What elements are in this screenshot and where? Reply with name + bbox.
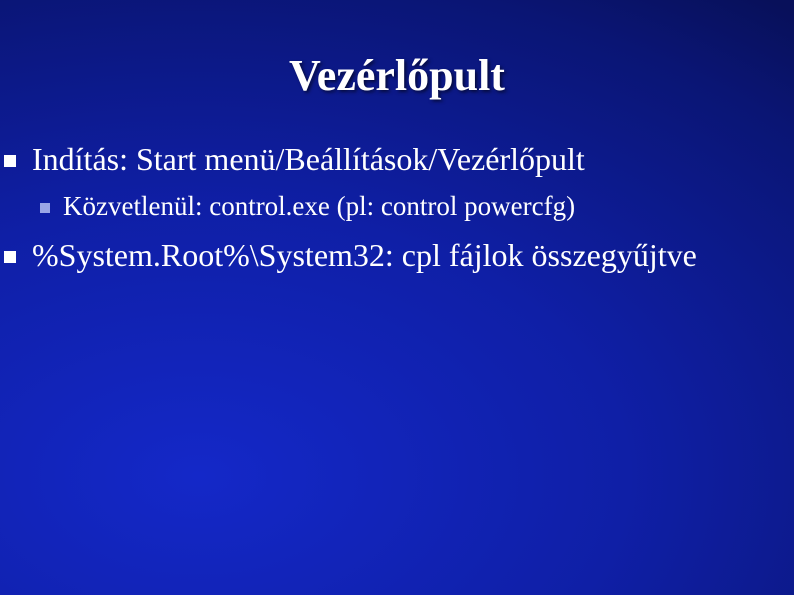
bullet-text: %System.Root%\System32: cpl fájlok összegyűjtve (32, 237, 697, 273)
sub-bullet-item-control-exe (40, 189, 575, 223)
square-bullet-icon (4, 251, 16, 263)
square-bullet-icon (4, 155, 16, 167)
bullet-item-start-path (4, 139, 585, 179)
bullet-text: Indítás: Start menü/Beállítások/Vezérlőpult (32, 141, 585, 177)
square-sub-bullet-icon (40, 203, 50, 213)
slide-title: Vezérlőpult (289, 51, 505, 100)
sub-bullet-text: Közvetlenül: control.exe (pl: control powercfg) (63, 191, 576, 221)
bullet-item-system32-path (4, 235, 697, 275)
